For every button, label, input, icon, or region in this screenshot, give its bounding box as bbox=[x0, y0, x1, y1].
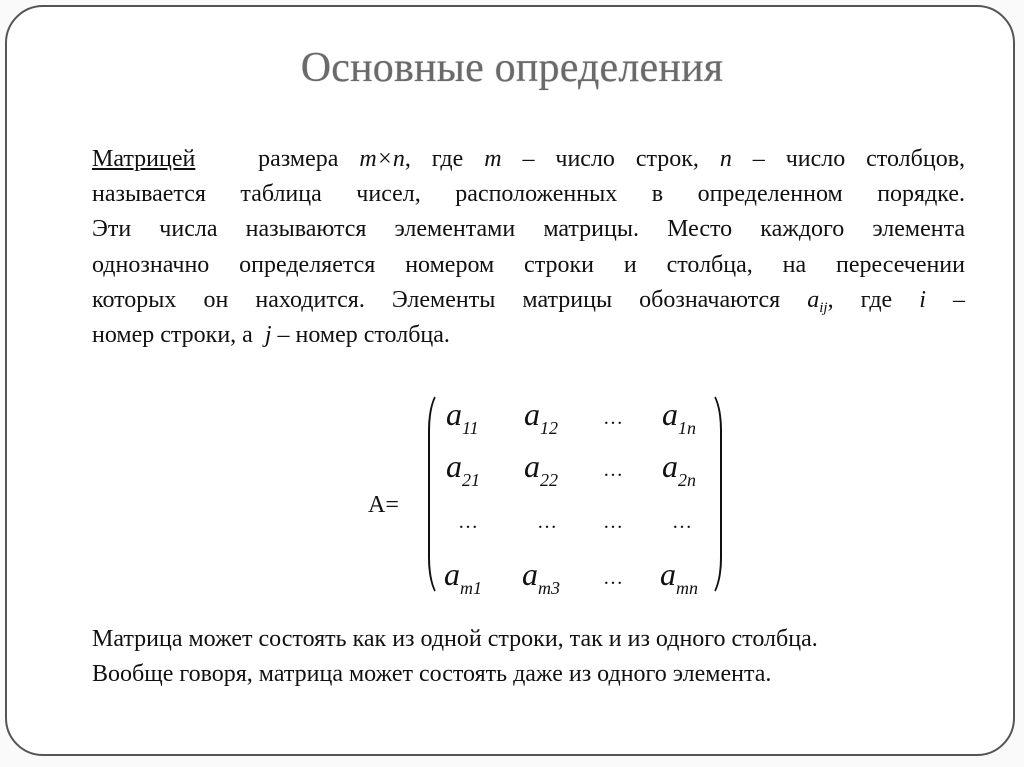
matrix-cell-4-2: $a_{m3}$ bbox=[522, 556, 560, 598]
note-paragraph bbox=[92, 622, 818, 692]
text: номер строки, а bbox=[92, 322, 253, 349]
matrix-cell-3-4: … bbox=[672, 511, 692, 533]
math-aij: $a_{ij}$ bbox=[807, 286, 828, 316]
matrix-cell-2-4: $a_{2n}$ bbox=[662, 448, 696, 490]
math-m: m bbox=[484, 146, 502, 172]
left-parenthesis bbox=[428, 390, 442, 598]
matrix-cell-1-2: $a_{12}$ bbox=[524, 396, 558, 438]
text: размера bbox=[258, 146, 339, 172]
matrix-cell-1-3: … bbox=[603, 407, 623, 429]
note-line-2: Вообще говоря, матрица может состоять даже из одного элемента. bbox=[92, 661, 772, 687]
matrix-cell-3-2: … bbox=[537, 511, 557, 533]
matrix-label: A= bbox=[368, 492, 399, 518]
math-i: i bbox=[919, 286, 926, 313]
text: – bbox=[953, 286, 966, 313]
slide-title: Основные определения bbox=[300, 45, 724, 91]
definition-line-3: Эти числа называются элементами матрицы. Место каждого элемента bbox=[92, 216, 965, 243]
math-j: j bbox=[264, 322, 272, 349]
math-mxn: m×n bbox=[359, 146, 405, 172]
matrix-cell-1-1: $a_{11}$ bbox=[446, 396, 479, 438]
text: , где bbox=[404, 146, 464, 172]
matrix-cell-2-1: $a_{21}$ bbox=[446, 448, 480, 490]
matrix-cell-3-1: … bbox=[458, 511, 478, 533]
matrix-cell-4-3: … bbox=[603, 567, 623, 589]
definition-line-6 bbox=[92, 318, 965, 353]
math-n: n bbox=[719, 146, 732, 172]
definition-paragraph bbox=[92, 142, 965, 353]
definition-line-5 bbox=[92, 283, 965, 318]
note-line-1: Матрица может состоять как из одной строки, так и из одного столбца. bbox=[92, 626, 818, 652]
matrix-cell-2-2: $a_{22}$ bbox=[524, 448, 558, 490]
text: – номер столбца. bbox=[277, 322, 450, 349]
matrix-cell-1-4: $a_{1n}$ bbox=[662, 396, 696, 438]
matrix-cell-2-3: … bbox=[603, 459, 623, 481]
right-parenthesis bbox=[708, 390, 722, 598]
text: – число строк, bbox=[522, 146, 699, 172]
matrix-cell-4-4: $a_{mn}$ bbox=[660, 556, 698, 598]
defined-term: Матрицей bbox=[92, 146, 196, 172]
definition-line-4: однозначно определяется номером строки и столбца, на пересечении bbox=[92, 251, 965, 278]
definition-line-1 bbox=[92, 142, 965, 177]
definition-line-2: называется таблица чисел, расположенных в определенном порядке. bbox=[92, 181, 965, 208]
matrix-cell-4-1: $a_{m1}$ bbox=[444, 556, 482, 598]
matrix-cell-3-3: … bbox=[603, 511, 623, 533]
text: – число столбцов, bbox=[752, 146, 966, 172]
text: которых он находится. Элементы матрицы обозначаются bbox=[92, 286, 781, 313]
text: , где bbox=[827, 286, 893, 313]
